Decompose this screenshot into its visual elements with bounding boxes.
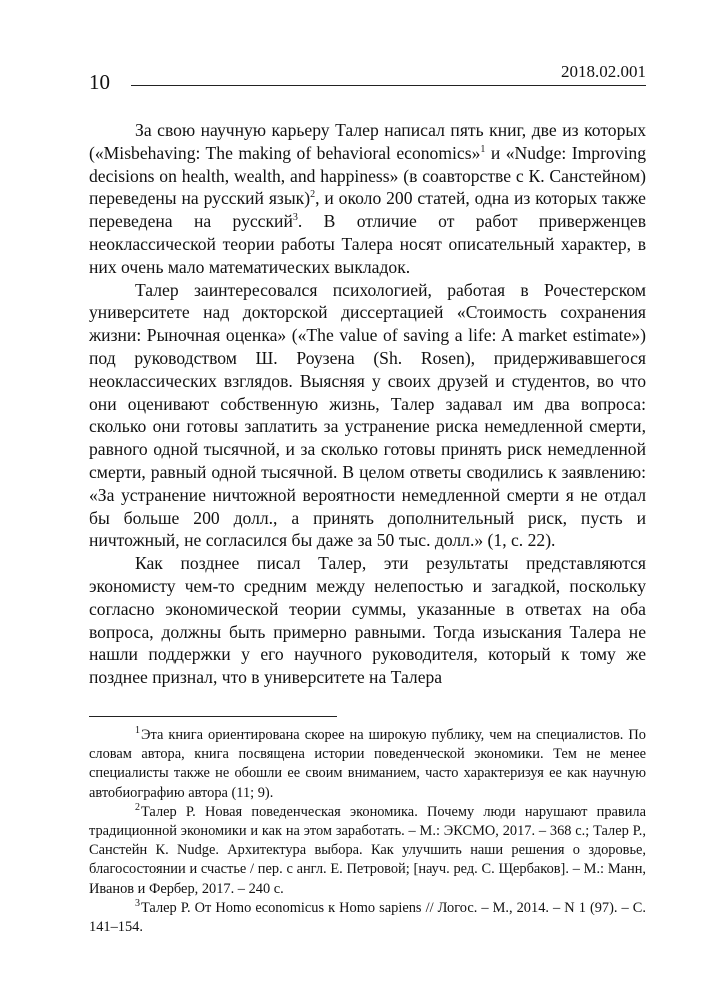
page-number: 10 xyxy=(89,70,110,94)
footnote-3-text: Талер Р. От Homo economicus к Homo sapiens // Логос. – М., 2014. – N 1 (97). – С. 141–154. xyxy=(89,899,646,936)
footnote-1-mark: 1 xyxy=(135,725,140,737)
footnote-3-mark: 3 xyxy=(135,898,140,910)
footnote-separator xyxy=(89,716,337,717)
footnote-ref-3: 3 xyxy=(292,212,298,224)
paragraph-1-part-1: За свою научную карьеру Талер написал пять книг, две из которых («Misbehaving: The making of behavioral economics» xyxy=(89,120,646,163)
paragraph-1-part-2: и «Nudge: Improving decisions on health, wealth, and happiness» (в соавторстве с К. Санстейном) переведены на русский язык) xyxy=(89,142,647,209)
paragraph-1-part-3: , и около 200 статей, одна из которых также переведена на русский xyxy=(89,188,646,232)
footnote-2 xyxy=(89,803,646,899)
main-text xyxy=(89,119,646,689)
footnote-3 xyxy=(89,899,646,937)
footnote-2-mark: 2 xyxy=(135,802,140,814)
footnote-2-text: Талер Р. Новая поведенческая экономика. Почему люди нарушают правила традиционной экономики и как на этом заработать. – М.: ЭКСМО, 2017. – 368 с.; Талер Р., Санстейн К. Nudge. Архитектура выбора. Как улучшить наши решения о здоровье, благосостоянии и счастье / пер. с англ. Е. Петровой; [науч. ред. С. Щербаков]. – М.: Манн, Иванов и Фербер, 2017. – 240 с. xyxy=(89,803,646,897)
paragraph-3: Как позднее писал Талер, эти результаты представляются экономисту чем-то средним между нелепостью и загадкой, поскольку согласно экономической теории суммы, указанные в ответах на оба вопроса, должны быть примерно равными. Тогда изыскания Талера не нашли поддержки у его научного руководителя, который к тому же позднее признал, что в университете на Талера xyxy=(89,553,646,688)
page-header xyxy=(89,62,646,94)
document-id: 2018.02.001 xyxy=(561,62,646,81)
paragraph-2: Талер заинтересовался психологией, работая в Рочестерском университете над докторской диссертацией «Стоимость сохранения жизни: Рыночная оценка» («The value of saving a life: A market estimate») под руководством Ш. Роузена (Sh. Rosen), придерживавшегося неоклассических взглядов. Выясняя у своих друзей и студентов, во что они оценивают собственную жизнь, Талер задавал им два вопроса: сколько они готовы заплатить за устранение риска немедленной смерти, равного одной тысячной, и за сколько готовы принять риск немедленной смерти, равный одной тысячной. В целом ответы сводились к заявлению: «За устранение ничтожной вероятности немедленной смерти я не отдал бы больше 200 долл., а принять дополнительный риск, пусть и ничтожный, не согласился бы даже за 50 тыс. долл.» (1, с. 22). xyxy=(89,279,646,551)
paragraph-1-part-4: . В отличие от работ приверженцев неоклассической теории работы Талера носят описательный характер, в них очень мало математических выкладок. xyxy=(89,211,646,277)
footnotes xyxy=(89,726,646,937)
header-rule xyxy=(131,85,646,86)
footnote-ref-2: 2 xyxy=(310,189,316,201)
footnote-1-text: Эта книга ориентирована скорее на широкую публику, чем на специалистов. По словам автора, книга посвящена истории поведенческой экономики. Тем не менее специалисты также не обошли ее своим вниманием, часто характеризуя ее как научную автобиографию автора (11; 9). xyxy=(89,727,646,801)
footnote-ref-1: 1 xyxy=(480,143,486,155)
footnote-1 xyxy=(89,726,646,803)
paragraph-1 xyxy=(89,119,646,279)
